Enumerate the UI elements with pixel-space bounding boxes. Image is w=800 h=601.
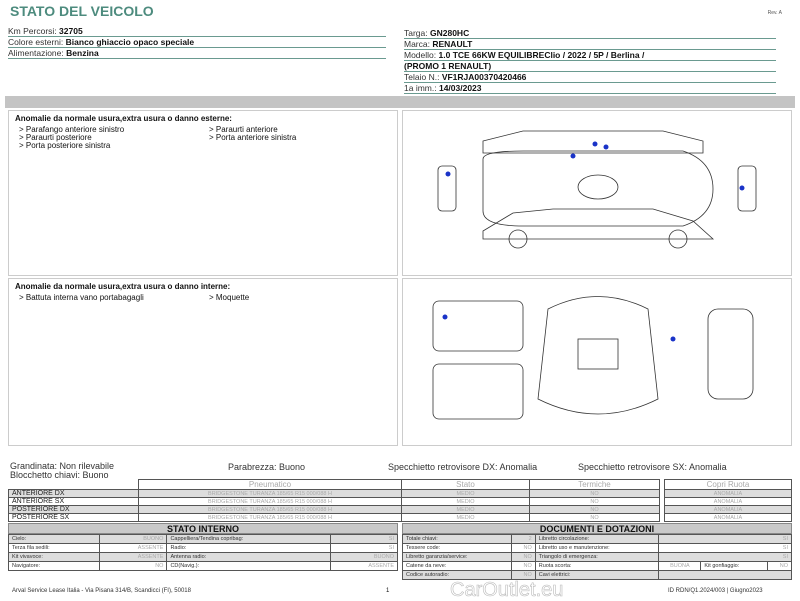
- damage-marker: [571, 154, 576, 159]
- copri-ruota-table: [664, 479, 792, 522]
- damage-marker: [443, 315, 448, 320]
- interior-diagram-panel: [402, 278, 792, 446]
- specchio-dx-status: Specchietto retrovisore DX: Anomalia: [388, 462, 538, 472]
- section-divider: [5, 96, 795, 108]
- label-cell: Cielo:: [9, 535, 100, 544]
- damage-marker: [593, 142, 598, 147]
- table-row: [403, 553, 792, 562]
- value-cell: ASSENTE: [100, 553, 167, 562]
- info-modello: Modello: 1.0 TCE 66KW EQUILIBREClio / 2022 / 5P / Berlina /: [404, 50, 776, 61]
- stato-interno-title: STATO INTERNO: [8, 523, 398, 534]
- vehicle-info-left: [8, 26, 386, 59]
- exterior-title: Anomalie da normale usura,extra usura o danno esterne:: [15, 114, 232, 123]
- table-row: POSTERIORE SX BRIDGESTONE TURANZA 185/65 R15 000/088 H MEDIO NO: [9, 514, 660, 522]
- grandinata-status: Grandinata: Non rilevabile: [10, 461, 115, 471]
- watermark: CarOutlet.eu: [450, 579, 564, 601]
- col-pneumatico: Pneumatico: [139, 480, 402, 490]
- copri-cell: ANOMALIA: [665, 498, 792, 506]
- info-modello-2: (PROMO 1 RENAULT): [404, 61, 776, 72]
- label-cell: Antenna radio:: [167, 553, 331, 562]
- table-row: [9, 562, 398, 571]
- label-cell: Catene da neve:: [403, 562, 512, 571]
- label-cell: Codice autoradio:: [403, 571, 512, 580]
- label-cell: Tessere code:: [403, 544, 512, 553]
- value-cell: [659, 571, 792, 580]
- value-cell: NO: [511, 571, 535, 580]
- table-row: [403, 544, 792, 553]
- info-alimentazione: Alimentazione: Benzina: [8, 48, 386, 59]
- damage-marker: [740, 186, 745, 191]
- page-title: STATO DEL VEICOLO: [10, 3, 154, 19]
- value-cell: NO: [511, 553, 535, 562]
- label-cell: Libretto garanzia/service:: [403, 553, 512, 562]
- exterior-anomalies-panel: [8, 110, 398, 276]
- value-cell: ASSENTE: [100, 544, 167, 553]
- info-colore: Colore esterni: Bianco ghiaccio opaco speciale: [8, 37, 386, 48]
- value-cell: NO: [100, 562, 167, 571]
- info-marca: Marca: RENAULT: [404, 39, 776, 50]
- table-row: [403, 535, 792, 544]
- value-cell: 2: [511, 535, 535, 544]
- copri-cell: ANOMALIA: [665, 514, 792, 522]
- anomaly-item: > Moquette: [209, 293, 250, 302]
- info-immatricolazione: 1a imm.: 14/03/2023: [404, 83, 776, 94]
- info-km: Km Percorsi: 32705: [8, 26, 386, 37]
- label-cell: Radio:: [167, 544, 331, 553]
- blocchetto-status: Blocchetto chiavi: Buono: [10, 470, 109, 480]
- label-cell: Libretto circolazione:: [535, 535, 659, 544]
- label-cell: Libretto uso e manutenzione:: [535, 544, 659, 553]
- table-row: POSTERIORE DX BRIDGESTONE TURANZA 185/65 R15 000/088 H MEDIO NO: [9, 506, 660, 514]
- value-cell: NO: [511, 562, 535, 571]
- revision-label: Rev. A: [767, 10, 782, 16]
- interior-anomalies-panel: [8, 278, 398, 446]
- value-cell: SI: [659, 544, 792, 553]
- label-cell: Navigatore:: [9, 562, 100, 571]
- info-targa: Targa: GN280HC: [404, 28, 776, 39]
- col-stato: Stato: [402, 480, 530, 490]
- specchio-sx-status: Specchietto retrovisore SX: Anomalia: [578, 462, 727, 472]
- documenti-section: [402, 523, 792, 580]
- parabrezza-status: Parabrezza: Buono: [228, 462, 306, 472]
- exterior-diagram-panel: [402, 110, 792, 276]
- interior-title: Anomalie da normale usura,extra usura o danno interne:: [15, 282, 231, 291]
- anomaly-item: > Porta anteriore sinistra: [209, 133, 297, 142]
- col-copri-ruota: Copri Ruota: [665, 480, 792, 490]
- anomaly-item: > Battuta interna vano portabagagli: [19, 293, 144, 302]
- anomaly-item: > Paraurti posteriore: [19, 133, 92, 142]
- table-row: [403, 562, 792, 571]
- table-row: [9, 553, 398, 562]
- label-cell: Ruota scorta:: [535, 562, 659, 571]
- anomaly-item: > Paraurti anteriore: [209, 125, 278, 134]
- value-cell: ASSENTE: [330, 562, 397, 571]
- label-cell: Kit gonfiaggio:: [701, 562, 767, 571]
- value-cell: NO: [767, 562, 791, 571]
- documenti-title: DOCUMENTI E DOTAZIONI: [402, 523, 792, 534]
- col-termiche: Termiche: [530, 480, 660, 490]
- table-row: ANTERIORE DX BRIDGESTONE TURANZA 185/65 R15 000/088 H MEDIO NO: [9, 490, 660, 498]
- vehicle-info-right: [404, 28, 776, 94]
- car-exterior-diagram: [403, 111, 791, 275]
- anomaly-item: > Parafango anteriore sinistro: [19, 125, 125, 134]
- value-cell: BUONA: [659, 562, 701, 571]
- table-row: [9, 535, 398, 544]
- label-cell: Terza fila sedili:: [9, 544, 100, 553]
- value-cell: SI: [330, 544, 397, 553]
- footer-id: ID RDN/Q1.2024/003 | Giugno2023: [668, 588, 763, 594]
- label-cell: Cappelliera/Tendina copribag:: [167, 535, 331, 544]
- label-cell: Kit vivavoce:: [9, 553, 100, 562]
- copri-cell: ANOMALIA: [665, 490, 792, 498]
- info-telaio: Telaio N.: VF1RJA00370420466: [404, 72, 776, 83]
- label-cell: Triangolo di emergenza:: [535, 553, 659, 562]
- label-cell: Cavi elettrici:: [535, 571, 659, 580]
- table-row: [9, 544, 398, 553]
- page-number: 1: [386, 588, 390, 594]
- value-cell: BUONO: [330, 553, 397, 562]
- anomaly-item: > Porta posteriore sinistra: [19, 141, 111, 150]
- damage-marker: [671, 337, 676, 342]
- damage-marker: [604, 145, 609, 150]
- label-cell: CD(Navig.):: [167, 562, 331, 571]
- copri-cell: ANOMALIA: [665, 506, 792, 514]
- tyre-table: [8, 479, 660, 522]
- value-cell: NO: [511, 544, 535, 553]
- value-cell: SI: [659, 535, 792, 544]
- table-row: ANTERIORE SX BRIDGESTONE TURANZA 185/65 R15 000/088 H MEDIO NO: [9, 498, 660, 506]
- car-interior-diagram: [403, 279, 791, 445]
- checks-left: [10, 462, 114, 480]
- label-cell: Totale chiavi:: [403, 535, 512, 544]
- stato-interno-section: [8, 523, 398, 571]
- damage-marker: [446, 172, 451, 177]
- footer-address: Arval Service Lease Italia - Via Pisana 314/B, Scandicci (FI), 50018: [12, 588, 191, 594]
- value-cell: SI: [659, 553, 792, 562]
- value-cell: BUONO: [100, 535, 167, 544]
- value-cell: SI: [330, 535, 397, 544]
